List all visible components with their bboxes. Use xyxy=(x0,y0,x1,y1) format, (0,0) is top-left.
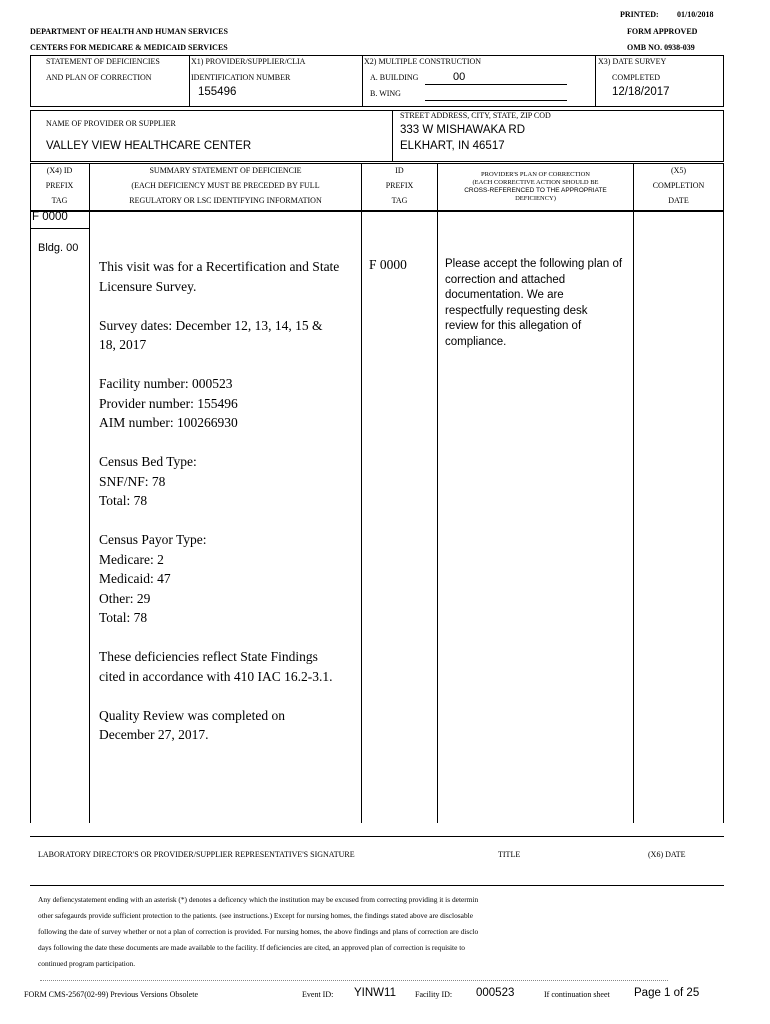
plan-header-line1: PROVIDER'S PLAN OF CORRECTION xyxy=(481,171,590,178)
facility-id-label: Facility ID: xyxy=(415,990,453,999)
centers-name: CENTERS FOR MEDICARE & MEDICAID SERVICES xyxy=(30,43,228,52)
disclaimer-line: other safegaurds provide sufficient protection to the patients. (see instructions.) Except for nursing homes, the findings stated above are disclosable xyxy=(38,911,473,920)
x4-header-line2: PREFIX xyxy=(45,181,74,190)
plan-header-line3: CROSS-REFERENCED TO THE APPROPRIATE xyxy=(464,187,607,194)
plan-line: compliance. xyxy=(445,335,507,348)
plan-line: respectfully requesting desk xyxy=(445,304,588,317)
x5-header-line2: COMPLETION xyxy=(652,181,705,190)
x4-header-line1: (X4) ID xyxy=(46,166,73,175)
summary-line xyxy=(99,296,339,316)
id-header-line3: TAG xyxy=(391,196,408,205)
address-label: STREET ADDRESS, CITY, STATE, ZIP COD xyxy=(400,111,551,120)
id-header-line2: PREFIX xyxy=(385,181,414,190)
plan-line: Please accept the following plan of xyxy=(445,258,623,270)
summary-line xyxy=(99,511,339,531)
plan-line: correction and attached xyxy=(445,273,566,286)
event-id-value: YINW11 xyxy=(354,987,396,999)
disclaimer-line: continued program participation. xyxy=(38,959,136,968)
disclaimer-line: days following the date these documents are made available to the facility. If deficiencies are cited, an approved plan of correction is requisite to xyxy=(38,943,465,952)
id-header-line1: ID xyxy=(395,166,404,175)
page-number: Page 1 of 25 xyxy=(634,987,700,999)
plan-header-line4: DEFICIENCY) xyxy=(515,195,556,202)
summary-line xyxy=(99,355,339,375)
summary-line: AIM number: 100266930 xyxy=(99,415,238,430)
x4-header-line3: TAG xyxy=(51,196,68,205)
x6-date-label: (X6) DATE xyxy=(648,850,686,859)
facility-id-value: 000523 xyxy=(476,987,515,999)
omb-number: OMB NO. 0938-039 xyxy=(627,43,695,52)
summary-line: Provider number: 155496 xyxy=(99,395,238,411)
building-value: 00 xyxy=(453,71,466,83)
plan-line: review for this allegation of xyxy=(445,320,582,332)
x5-header-line1: (X5) xyxy=(670,166,687,175)
address-line1: 333 W MISHAWAKA RD xyxy=(400,124,526,136)
provider-id-value: 155496 xyxy=(198,86,237,98)
summary-line: 18, 2017 xyxy=(99,337,147,352)
summary-line: cited in accordance with 410 IAC 16.2-3.1. xyxy=(99,668,333,684)
x5-header-line3: DATE xyxy=(668,196,689,205)
summary-line: Medicaid: 47 xyxy=(99,571,171,586)
summary-line: Facility number: 000523 xyxy=(99,376,233,391)
printed-date: 01/10/2018 xyxy=(677,10,714,19)
summary-line: Census Bed Type: xyxy=(99,454,197,469)
disclaimer xyxy=(38,892,478,972)
statement-label-line1: STATEMENT OF DEFICIENCIES xyxy=(46,57,160,66)
summary-line xyxy=(99,433,339,453)
survey-completed-date: 12/18/2017 xyxy=(612,86,670,98)
plan-header-line2: (EACH CORRECTIVE ACTION SHOULD BE xyxy=(472,179,599,186)
printed-label: PRINTED: xyxy=(620,10,659,19)
summary-header-line3: REGULATORY OR LSC IDENTIFYING INFORMATION xyxy=(129,196,322,205)
wing-label: B. WING xyxy=(370,89,401,98)
plan-line: documentation. We are xyxy=(445,289,564,301)
provider-name-value: VALLEY VIEW HEALTHCARE CENTER xyxy=(46,140,252,152)
department-name: DEPARTMENT OF HEALTH AND HUMAN SERVICES xyxy=(30,27,228,36)
summary-statement xyxy=(99,257,339,745)
summary-line: Medicare: 2 xyxy=(99,551,164,567)
address-line2: ELKHART, IN 46517 xyxy=(400,140,505,152)
provider-name-label: NAME OF PROVIDER OR SUPPLIER xyxy=(46,119,176,128)
summary-line: Quality Review was completed on xyxy=(99,707,285,723)
disclaimer-line: following the date of survey whether or not a plan of correction is provided. For nursing homes, the above findings and plans of correction are disclo xyxy=(38,927,479,936)
x2-label: X2) MULTIPLE CONSTRUCTION xyxy=(364,57,482,66)
summary-line xyxy=(99,686,339,706)
summary-header-line1: SUMMARY STATEMENT OF DEFICIENCIE xyxy=(149,166,302,175)
summary-line xyxy=(99,628,339,648)
plan-of-correction xyxy=(445,257,622,350)
x1-label-line1: X1) PROVIDER/SUPPLIER/CLIA xyxy=(191,57,306,66)
building-label: A. BUILDING xyxy=(370,73,419,82)
building-tag: Bldg. 00 xyxy=(38,242,79,254)
summary-line: Survey dates: December 12, 13, 14, 15 & xyxy=(99,317,323,333)
summary-header-line2: (EACH DEFICIENCY MUST BE PRECEDED BY FULL xyxy=(131,181,320,190)
tag-right: F 0000 xyxy=(369,257,407,272)
summary-line: Total: 78 xyxy=(99,493,148,508)
summary-line: Licensure Survey. xyxy=(99,278,197,294)
x3-label-line2: COMPLETED xyxy=(612,73,660,82)
x1-label-line2: IDENTIFICATION NUMBER xyxy=(191,73,291,82)
disclaimer-line: Any defiencystatement ending with an asterisk (*) denotes a deficency which the institution may be excused from correcting providing it is determin xyxy=(38,895,479,904)
form-approved: FORM APPROVED xyxy=(627,27,698,36)
continuation-label: If continuation sheet xyxy=(544,990,610,999)
summary-line: Census Payor Type: xyxy=(99,532,207,547)
summary-line: SNF/NF: 78 xyxy=(99,473,166,489)
summary-line: Total: 78 xyxy=(99,610,148,625)
title-label: TITLE xyxy=(498,850,521,859)
summary-line: These deficiencies reflect State Findings xyxy=(99,649,318,664)
form-number: FORM CMS-2567(02-99) Previous Versions Obsolete xyxy=(24,990,199,999)
summary-line: December 27, 2017. xyxy=(99,727,209,742)
summary-line: Other: 29 xyxy=(99,590,151,606)
statement-label-line2: AND PLAN OF CORRECTION xyxy=(46,73,152,82)
signature-label: LABORATORY DIRECTOR'S OR PROVIDER/SUPPLIER REPRESENTATIVE'S SIGNATURE xyxy=(38,850,355,859)
x3-label-line1: X3) DATE SURVEY xyxy=(598,57,667,66)
summary-line: This visit was for a Recertification and State xyxy=(99,259,340,274)
tag-left: F 0000 xyxy=(32,211,68,223)
event-id-label: Event ID: xyxy=(302,990,334,999)
